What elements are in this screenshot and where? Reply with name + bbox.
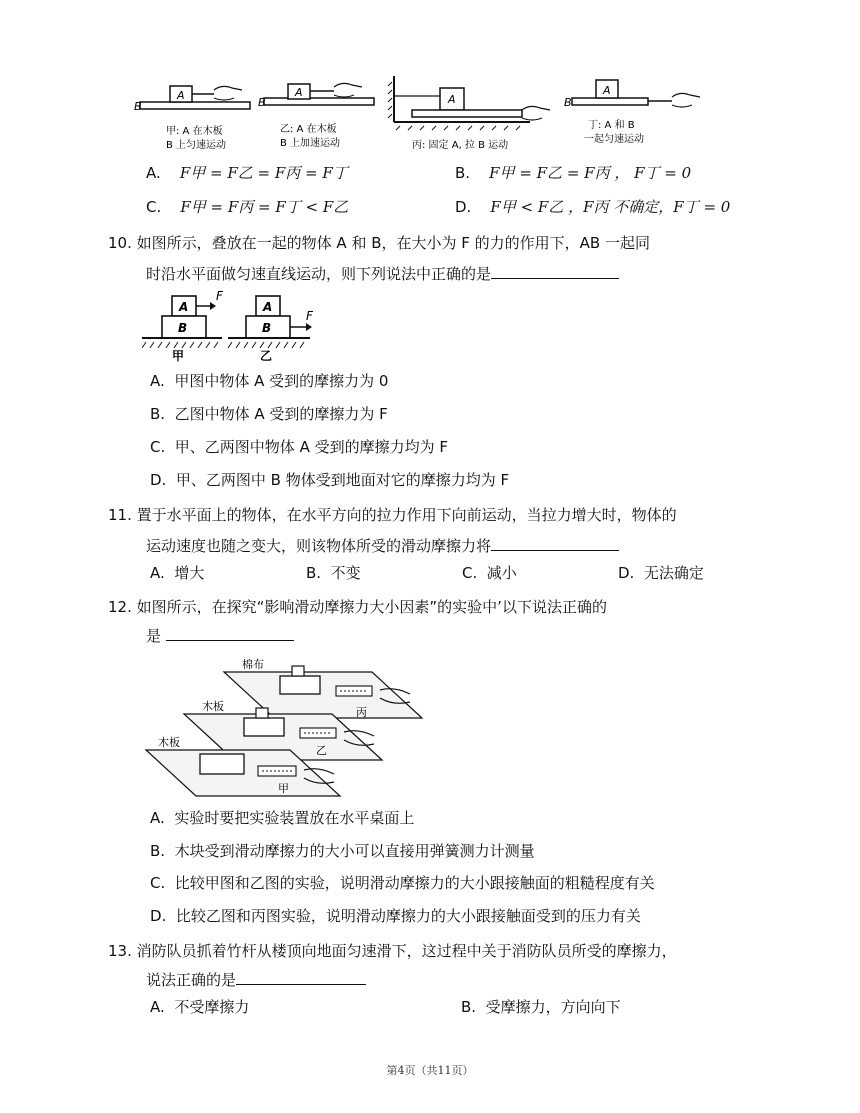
q11-option-b[interactable]: B. 不变 (306, 564, 361, 582)
hand-icon (214, 86, 242, 100)
q9-option-c[interactable]: C. F甲 = F丙 = F丁 < F乙 (146, 198, 349, 216)
svg-text:A: A (295, 86, 303, 99)
svg-text:甲: 甲 (172, 349, 185, 362)
answer-blank[interactable] (236, 968, 366, 985)
svg-text:B: B (134, 100, 142, 113)
svg-text:乙: 乙 (316, 744, 327, 757)
svg-text:丁: A 和 B: 丁: A 和 B (588, 120, 635, 131)
page-number: 第4页（共11页） (386, 1064, 474, 1077)
q11-option-a[interactable]: A. 增大 (150, 564, 205, 582)
q12-option-a[interactable]: A. 实验时要把实验装置放在水平桌面上 (150, 809, 415, 827)
svg-text:木板: 木板 (202, 700, 224, 713)
q11-stem-line2: 运动速度也随之变大，则该物体所受的滑动摩擦力将 (146, 534, 619, 557)
q13-stem-line1: 13. 消防队员抓着竹杆从楼顶向地面匀速滑下，这过程中关于消防队员所受的摩擦力， (108, 942, 677, 960)
svg-text:B: B (262, 321, 272, 335)
svg-text:乙: A 在木板: 乙: A 在木板 (280, 124, 337, 135)
q10-option-b[interactable]: B. 乙图中物体 A 受到的摩擦力为 F (150, 405, 388, 423)
q10-option-a[interactable]: A. 甲图中物体 A 受到的摩擦力为 0 (150, 372, 389, 390)
svg-text:木板: 木板 (158, 736, 180, 749)
q10-stem-line1: 10. 如图所示，叠放在一起的物体 A 和 B，在大小为 F 的力的作用下，AB 一起同 (108, 234, 650, 252)
q9-option-d[interactable]: D. F甲 < F乙 ，F丙 不确定，F丁 = 0 (455, 198, 731, 216)
svg-text:甲: A 在木板: 甲: A 在木板 (166, 126, 223, 137)
q10-option-d[interactable]: D. 甲、乙两图中 B 物体受到地面对它的摩擦力均为 F (150, 471, 510, 489)
svg-text:B 上匀速运动: B 上匀速运动 (166, 140, 227, 151)
q11-stem-line1: 11. 置于水平面上的物体，在水平方向的拉力作用下向前运动，当拉力增大时，物体的 (108, 506, 677, 524)
svg-text:B: B (564, 96, 572, 109)
svg-text:A: A (263, 300, 273, 314)
panel-ding (560, 74, 720, 160)
svg-text:F: F (306, 309, 313, 323)
board-cotton (224, 672, 422, 718)
answer-blank[interactable] (491, 262, 619, 279)
panel-jia (134, 86, 250, 151)
svg-text:A: A (179, 300, 189, 314)
q13-stem-line2: 说法正确的是 (146, 968, 366, 991)
svg-text:F: F (216, 290, 223, 303)
svg-text:甲: 甲 (278, 782, 289, 795)
q10-figure (142, 290, 342, 362)
q11-option-d[interactable]: D. 无法确定 (618, 564, 704, 582)
svg-text:乙: 乙 (260, 349, 273, 362)
q13-option-b[interactable]: B. 受摩擦力，方向向下 (461, 998, 621, 1016)
svg-text:一起匀速运动: 一起匀速运动 (584, 134, 644, 145)
answer-blank[interactable] (491, 534, 619, 551)
svg-text:B: B (178, 321, 188, 335)
svg-text:丙: 丙 (356, 706, 367, 719)
q12-option-d[interactable]: D. 比较乙图和丙图实验，说明滑动摩擦力的大小跟接触面受到的压力有关 (150, 907, 641, 925)
q9-figure (130, 74, 570, 160)
q9-option-b[interactable]: B. F甲 = F乙 = F丙 ， F丁 = 0 (455, 164, 692, 182)
q12-stem-line1: 12. 如图所示，在探究“影响滑动摩擦力大小因素”的实验中’以下说法正确的 (108, 598, 607, 616)
q11-option-c[interactable]: C. 减小 (462, 564, 517, 582)
q12-stem-line2: 是 (146, 624, 294, 647)
svg-text:B 上加速运动: B 上加速运动 (280, 138, 341, 149)
panel-bing (388, 76, 550, 151)
hand-icon (522, 106, 550, 120)
svg-text:棉布: 棉布 (242, 658, 264, 671)
q12-figure (140, 654, 440, 802)
q10-option-c[interactable]: C. 甲、乙两图中物体 A 受到的摩擦力均为 F (150, 438, 448, 456)
hand-icon (672, 93, 700, 107)
answer-blank[interactable] (166, 624, 294, 641)
q9-option-a[interactable]: A. F甲 = F乙 = F丙 = F丁 (146, 164, 348, 182)
svg-text:A: A (177, 89, 185, 102)
q13-option-a[interactable]: A. 不受摩擦力 (150, 998, 250, 1016)
svg-text:A: A (448, 93, 456, 106)
panel-yi (258, 83, 374, 149)
q12-option-b[interactable]: B. 木块受到滑动摩擦力的大小可以直接用弹簧测力计测量 (150, 842, 535, 860)
q12-option-c[interactable]: C. 比较甲图和乙图的实验，说明滑动摩擦力的大小跟接触面的粗糙程度有关 (150, 874, 655, 892)
svg-text:B: B (258, 96, 266, 109)
hand-icon (334, 83, 362, 97)
q10-stem-line2: 时沿水平面做匀速直线运动，则下列说法中正确的是 (146, 262, 619, 285)
svg-text:A: A (603, 84, 611, 97)
svg-text:丙: 固定 A, 拉 B 运动: 丙: 固定 A, 拉 B 运动 (412, 140, 509, 151)
